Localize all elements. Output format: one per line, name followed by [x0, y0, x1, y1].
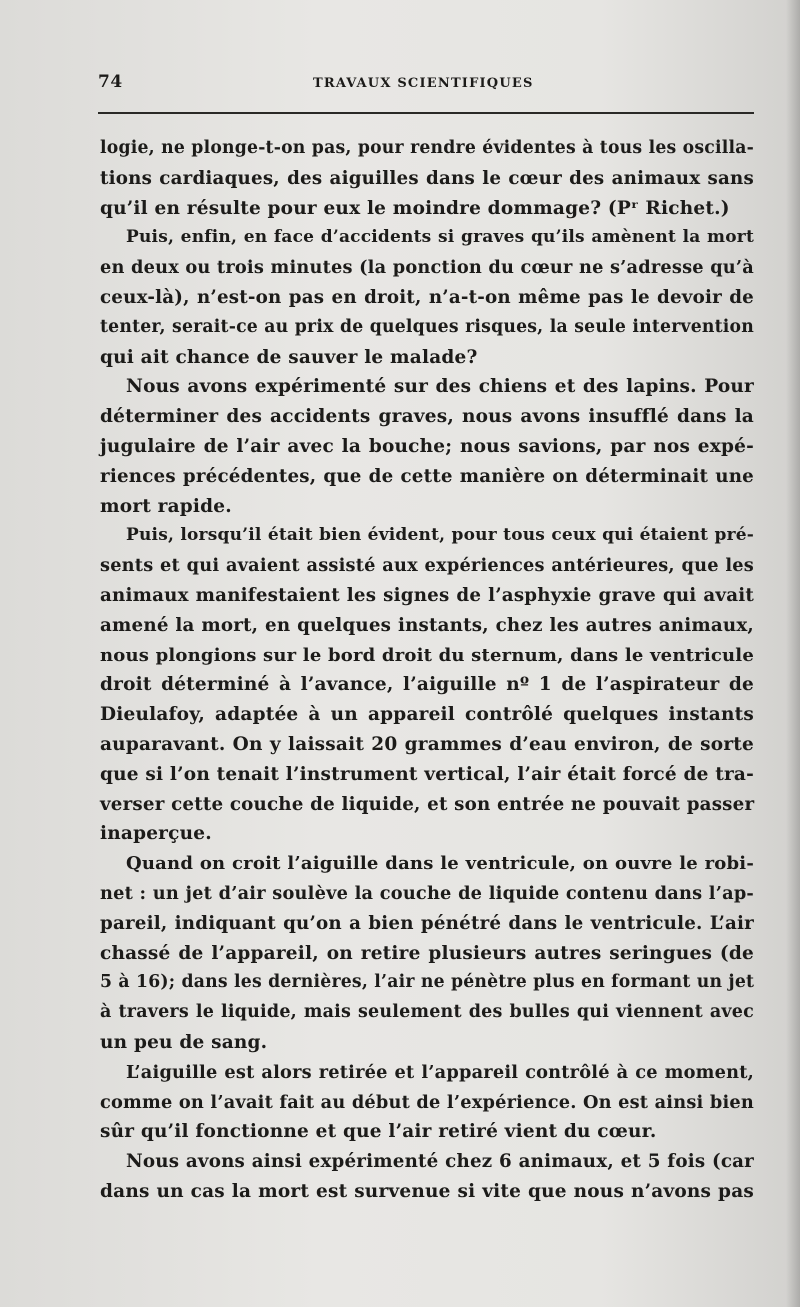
text-line: que si l’on tenait l’instrument vertical, l’air était forcé de tra- [100, 763, 754, 785]
text-line: comme on l’avait fait au début de l’expérience. On est ainsi bien [100, 1091, 754, 1113]
text-line: qui ait chance de sauver le malade? [100, 346, 478, 368]
paragraph-start: Nous avons expérimenté sur des chiens et des lapins. Pour [126, 376, 754, 398]
text-line: droit déterminé à l’avance, l’aiguille nº 1 de l’aspirateur de [100, 674, 754, 696]
text-line: en deux ou trois minutes (la ponction du cœur ne s’adresse qu’à [100, 257, 754, 279]
text-line: sûr qu’il fonctionne et que l’air retiré vient du cœur. [100, 1121, 657, 1143]
text-line: jugulaire de l’air avec la bouche; nous savions, par nos expé- [100, 435, 754, 457]
text-line: déterminer des accidents graves, nous avons insufflé dans la [100, 406, 754, 428]
text-line: Dieulafoy, adaptée à un appareil contrôlé quelques instants [100, 704, 754, 726]
text-line: mort rapide. [100, 495, 232, 517]
header-rule [98, 112, 754, 114]
text-line: amené la mort, en quelques instants, chez les autres animaux, [100, 614, 754, 636]
text-line: tenter, serait-ce au prix de quelques risques, la seule intervention [100, 316, 754, 337]
page-number: 74 [98, 72, 123, 92]
paragraph-start: Quand on croit l’aiguille dans le ventricule, on ouvre le robi- [126, 853, 754, 875]
text-line: tions cardiaques, des aiguilles dans le cœur des animaux sans [100, 167, 754, 189]
text-line: auparavant. On y laissait 20 grammes d’eau environ, de sorte [100, 733, 754, 755]
paragraph-start: Puis, lorsqu’il était bien évident, pour tous ceux qui étaient pré- [126, 525, 754, 546]
page-edge-shadow [786, 0, 800, 1307]
paragraph-start: L’aiguille est alors retirée et l’appareil contrôlé à ce moment, [126, 1061, 754, 1083]
text-line: chassé de l’appareil, on retire plusieurs autres seringues (de [100, 942, 754, 964]
running-head: TRAVAUX SCIENTIFIQUES [313, 76, 534, 91]
text-line: un peu de sang. [100, 1031, 268, 1053]
text-line: à travers le liquide, mais seulement des bulles qui viennent avec [100, 1002, 754, 1023]
body-text [100, 134, 754, 1207]
text-line: pareil, indiquant qu’on a bien pénétré dans le ventricule. L’air [100, 912, 754, 934]
text-line: riences précédentes, que de cette manière on déterminait une [100, 465, 754, 487]
text-line: animaux manifestaient les signes de l’asphyxie grave qui avait [100, 584, 754, 606]
text-line: net : un jet d’air soulève la couche de liquide contenu dans l’ap- [100, 882, 754, 904]
text-line: nous plongions sur le bord droit du sternum, dans le ventricule [100, 644, 754, 666]
paragraph-start: Nous avons ainsi expérimenté chez 6 animaux, et 5 fois (car [126, 1151, 754, 1173]
page-header [98, 72, 752, 100]
text-line: 5 à 16); dans les dernières, l’air ne pénètre plus en formant un jet [100, 972, 755, 993]
text-line: sents et qui avaient assisté aux expériences antérieures, que les [100, 555, 754, 577]
text-line: logie, ne plonge-t-on pas, pour rendre évidentes à tous les oscilla- [100, 138, 754, 158]
paragraph-start: Puis, enfin, en face d’accidents si graves qu’ils amènent la mort [126, 227, 754, 248]
text-line: ceux-là), n’est-on pas en droit, n’a-t-on même pas le devoir de [100, 286, 754, 308]
text-line: dans un cas la mort est survenue si vite que nous n’avons pas [100, 1180, 754, 1202]
text-line: qu’il en résulte pour eux le moindre dommage? (Pʳ Richet.) [100, 197, 730, 219]
text-line: verser cette couche de liquide, et son entrée ne pouvait passer [100, 793, 755, 815]
text-line: inaperçue. [100, 823, 212, 845]
